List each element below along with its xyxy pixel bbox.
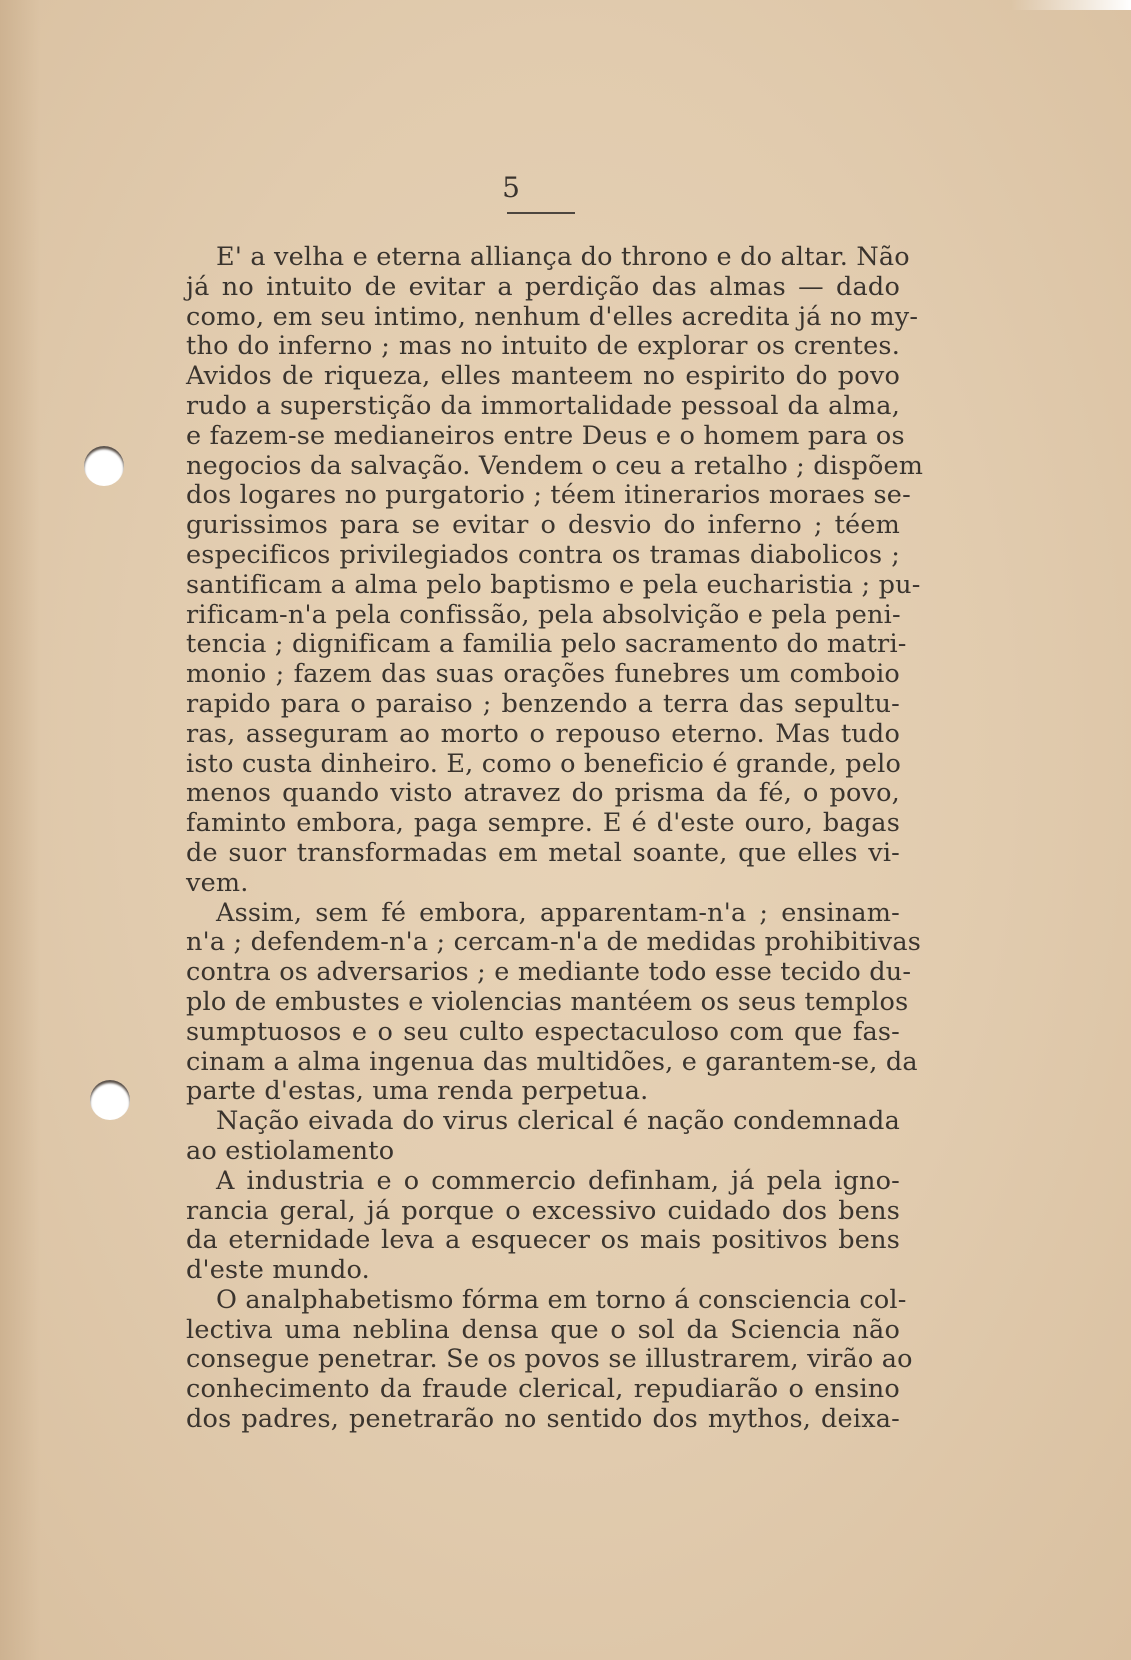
text-line: gurissimos para se evitar o desvio do inferno ; téem: [186, 510, 900, 541]
text-line: n'a ; defendem-n'a ; cercam-n'a de medidas prohibitivas: [186, 927, 922, 958]
text-line: como, em seu intimo, nenhum d'elles acredita já no my-: [186, 301, 919, 332]
text-line: d'este mundo.: [186, 1255, 370, 1286]
text-line: da eternidade leva a esquecer os mais positivos bens: [186, 1225, 900, 1256]
text-line: e fazem-se medianeiros entre Deus e o homem para os: [186, 420, 905, 451]
text-line: dos padres, penetrarão no sentido dos mythos, deixa-: [186, 1404, 900, 1435]
text-line: rificam-n'a pela confissão, pela absolvição e pela peni-: [186, 599, 901, 630]
text-line: ras, asseguram ao morto o repouso eterno. Mas tudo: [186, 718, 900, 749]
text-line: ao estiolamento: [186, 1135, 395, 1166]
text-line: tho do inferno ; mas no intuito de explorar os crentes.: [186, 331, 900, 362]
text-line: santificam a alma pelo baptismo e pela eucharistia ; pu-: [186, 569, 921, 600]
text-line: menos quando visto atravez do prisma da fé, o povo,: [186, 778, 900, 809]
text-line: parte d'estas, uma renda perpetua.: [186, 1076, 649, 1107]
body-text: [186, 242, 924, 1435]
page-number: 5: [502, 171, 520, 204]
text-line: rudo a superstição da immortalidade pessoal da alma,: [186, 390, 900, 421]
text-line: faminto embora, paga sempre. E é d'este ouro, bagas: [186, 808, 900, 839]
text-line: conhecimento da fraude clerical, repudiarão o ensino: [186, 1374, 900, 1405]
page-number-rule: [507, 212, 575, 214]
text-line: rancia geral, já porque o excessivo cuidado dos bens: [186, 1195, 900, 1226]
text-line: monio ; fazem das suas orações funebres um comboio: [186, 659, 900, 690]
text-line: O analphabetismo fórma em torno á consciencia col-: [216, 1284, 907, 1315]
text-line: Avidos de riqueza, elles manteem no espirito do povo: [186, 361, 900, 392]
text-line: já no intuito de evitar a perdição das almas — dado: [186, 271, 900, 302]
text-line: lectiva uma neblina densa que o sol da Sciencia não: [186, 1314, 900, 1345]
text-line: negocios da salvação. Vendem o ceu a retalho ; dispõem: [186, 450, 924, 481]
text-line: Nação eivada do virus clerical é nação condemnada: [216, 1106, 900, 1137]
page-corner-tear: [1011, 0, 1131, 10]
text-line: tencia ; dignificam a familia pelo sacramento do matri-: [186, 629, 907, 660]
text-line: A industria e o commercio definham, já pela igno-: [216, 1165, 900, 1196]
text-line: de suor transformadas em metal soante, que elles vi-: [186, 837, 900, 868]
text-line: vem.: [186, 867, 249, 898]
text-line: sumptuosos e o seu culto espectaculoso com que fas-: [186, 1016, 900, 1047]
punch-hole-top: [84, 446, 124, 486]
text-line: E' a velha e eterna alliança do throno e do altar. Não: [216, 242, 910, 272]
text-line: plo de embustes e violencias mantéem os seus templos: [186, 986, 909, 1017]
text-line: rapido para o paraiso ; benzendo a terra das sepultu-: [186, 688, 900, 719]
text-line: cinam a alma ingenua das multidões, e garantem-se, da: [186, 1046, 918, 1077]
text-line: isto custa dinheiro. E, como o beneficio é grande, pelo: [186, 748, 902, 779]
page-edge-shadow: [0, 0, 40, 1660]
text-line: consegue penetrar. Se os povos se illustrarem, virão ao: [186, 1344, 913, 1375]
text-line: especificos privilegiados contra os tramas diabolicos ;: [186, 539, 900, 570]
text-line: dos logares no purgatorio ; téem itinerarios moraes se-: [186, 480, 911, 511]
punch-hole-bottom: [90, 1080, 130, 1120]
text-line: Assim, sem fé embora, apparentam-n'a ; ensinam-: [216, 897, 900, 928]
text-line: contra os adversarios ; e mediante todo esse tecido du-: [186, 957, 912, 988]
